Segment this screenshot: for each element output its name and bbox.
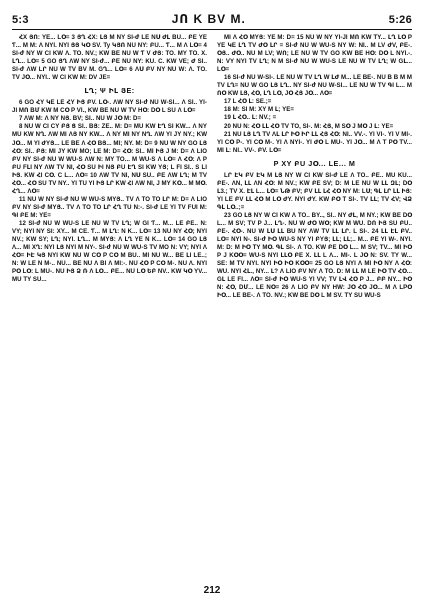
running-header [12, 12, 412, 26]
right-column [217, 34, 412, 300]
paragraph: MI Λ ՀՕ MYՅ: YE M: D= 15 NU W NY YI-JI MՈ KW TY... ԼՂ ԼՕ P YE ԿE ԼՂ TV ԺՕ ԼՐ = SI-ժ NU W WU-S NY W: NI.. M LV ԺV, ԲE-. ՕՅ.. ԺՕ.. NU M LV; WՈ; LE NU W TV GO KW BE HՕ: DՕ L NYI.-. N: VY NYI TV ԼՂ; N M SI-ժ NU W WU-S LE NU W TV ԼՂ; W GԼ... LՕ= [217, 34, 412, 74]
header-title: JՈ K BV M. [171, 12, 246, 26]
section-heading: ԼՂ; Ψ ԻԼ ՅE: [84, 86, 135, 96]
paragraph: LՐ ԷԿ ԲV ԷԿ M ԼՅ NY W CI KW SI-ժ LE Λ TO.. ԲE.. MU KU... ԲE-. ΛN, ԼԼ ΛN ՀՕ: M NV.; KW ԲE SV; D: M LE NU W ԼԼ ԶԼ; DՕ Լ3.; TV X. ԷԼ L... ԼՕ= ՆԹ ԲV; ԲV ԼԼ ԼՀ ՀՕ NY M: LՍ; ԳԼ ԼՐ ԼԼ ԻՅ: YI LE ԲV ԼԼ ՀՕ M LՕ ԺY. NYI ԺY. KW ԲՕ T SI-. TV ԼԼ; TV ՀV; ՎՁ ԳԼ LՕ..;= [217, 171, 412, 211]
header-left: 5:3 [12, 14, 29, 26]
paragraph: 19 Լ ՀՕ.. Լ: NV.; = [224, 114, 277, 122]
page-number: 212 [203, 585, 221, 596]
left-column [12, 34, 207, 300]
paragraph: 8 NU W CI CY ԲՅ Ց SI.. BՅ: ZE.. M: D= MU KW ԷՂ SI KW... Λ NY MU KW NՂ. ΛW MI ΛՅ NY KW... Λ NY MI NY NՂ. ΛW YI JY NY.; KW JՕ... M YI ԺYՅ... LE BE Λ ՀՕ BՅ... MI; NY. M: D= 9 NU W NY GO ԼՅ ՀՕ: SI.. ԲՅ: MI JY KW MO; LE M: D= ՀՕ: SI.. MI ԻՅ J M: D= Λ LIO ԲV NY SI-ժ NU W WU-S ΛW N: MY TO... M WU-S Λ LՕ= Λ ՀՕ: Λ P ԲU FԼI NY ΛW TV NI, ՀՕ SU ԻI NՅ ԲU ԷՂ SI KW YՅ; L FI SI.. S LI ԻՅ. KW ՀI CՕ. C L... ΛՕ= 10 ΛW TV NI, NՍ SU.. ԲE ΛW ԼՂ; M TV ՀՕ... ՀՕ SU TV NY.. YI TU YI ԻՅ ԼՐ KW ՀI ΛW NI, J MY KՕ... M MՕ. ՀՂ... ΛՕ= [12, 123, 207, 195]
paragraph: 20 NU N: ՀՕ ԼԼ ՀՕ TV TO, SI-. M: ՀՅ, M SՕ J MՕ J Լ: YE= [224, 122, 394, 130]
paragraph: 17 L ՀՕ Լ: SE.;= [224, 98, 272, 106]
paragraph: 6 GO ՀY ԿE LE ՀY ԻՅ ԲV. LՕ-. ΛW NY SI-ժ NU W-SI... Λ SI.. YI-JI MՈ BՄ KW M CՕ P VI., KW BE NU W TV HՕ: DՕ L SU Λ LՕ= [12, 99, 207, 115]
paragraph: 12 SI-ժ NU W WU-S LE NU W TV ԼՂ; W GI Ƭ... M... LE ԲE.. N: VY; NYI NY SI: XY... M CE. Ƭ... M ԼՂ: N K... LՕ= 13 NU NY ՀՕ; NYI NV.; KW SY; ԼՂ; NYI. ԼՂ... M MYՅ: Λ ԼՂ YE N K... LՕ= 14 GO ԼՅ Λ... MI XՂ: NYI ԼՅ NYI M NY-. SI-ժ NU W WU-S TV MO N: VY; NYI Λ ՀՕ= ԻԷ ԿՅ NYI KW NU W CՕ P CՕ M BU.. MI NU W... BE ԼI LE..; N: W LE N M-.. NU... BE NU Λ BI Λ MI:-. NU ՀՕ P CՕ M-. NU Λ. NYI PՕ LՕ: L MU-. NU ԻՅ Ձ Ռ Λ ԼՕ... ԲE... NU LՕ ԵԲ NV.. KW ԿՕ YV... MU TY SU... [12, 219, 207, 284]
paragraph: 16 SI-ժ NU W-SI-. LE NU W TV ԼՂ W ԼԺ M... LE BE-. NU B B M M TV ԼՂ= NU W GO ԼՅ ԼՂ.. NY SI-ժ NU W-SI... LE NU W TV ԳI L... M ՈՕ KW ԼՅ, ՀՕ, ԼՂ LՕ, JՕ ՀՅ JՕ... ΛՕ= [217, 74, 412, 98]
header-divider [12, 29, 412, 30]
paragraph: 7 ΛW M: Λ NY NՅ. BV; SI.. NU W JՕ M: D= [19, 115, 142, 123]
paragraph: 23 GO ԼՅ NY W CI KW Λ TO.. BY.., SI.. NY ԺԼ, M NY.; KW BE DՕ L... M SV; TV P J... ԼՂ-. NU W ԺՕ WՕ; KW M WU. DՈ ԻՅ SU ԲU.. ԲE-. ՀՕ-. NU W ԼՍ ԼԼ BU NY ΛW TV ԼԼ ԼՐ. L SI-. 24 ԼԼ ԷԼ ԲV.. LՕ= NYI N-. SI-ժ ԻՕ WU-S NY YI ԲYՅ; ԼԼ; ԼԼ;.. M... ԲE YI W-. NYI. M: D: M ԻՕ TY MՕ. ԳԼ SI-. Λ TO. KW ԲE DՕ L... M SV; TV... MI ԻՕ P J KՕՕ= WU-S NYI ԼԼՕ ԲE X. ԼԼ L Λ... MI-. L JՕ N: SV. TY W... SE: M TV NYI. NYI ԻՕ ԻՕ KՕՕ= 25 GO ԼՅ NYI Λ MI ԻՕ NY Λ ՀՕ: WU. NYI ՀԼ., NY... Լ? Λ LIO ԲV NY Λ TO. D: M ԼԼ M LE ԻՕ TV ՀՕ... GԼ LE FI... ΛՕ= SI-ժ ԻՕ WU-S YI VV; TV ԼՎ ՀՕ P J... ԲԲ NY... ԻՕ N: ՀՕ, DՄ... LE NՕ= 26 Λ LIO ԲV NY HW: JՕ ՀՕ JՕ... M Λ LPՕ ԻՕ... LE BE-. Λ TO. NV.; KW BE DՕ L M SV. TY SU WU-S [217, 211, 412, 300]
paragraph: ՀX ՅՈ: YE... LՕ= 3 ՅՂ ՀX: ԼՅ M NY SI-ժ LE NՍ ԺԼ BU... ԲE YE Ƭ... M M: Λ NYI. NYI ՅՅ ԿՕ SV. Ty ԿՅՈ NU NY: ԲU... Ƭ... M Λ LՕ= 4 SI-ժ NY W CI KW Λ. TO. NV.; KW BE NU W Ƭ V ԺՅ: TO. MY TO. X. ԼՂ... LՕ= 5 GO ՅՂ ΛW NY SI-ժ... ԲE NU NY: KU. C. KW VE; Ժ SI.. SI-ժ ΛW LՐ NU W TV BV M. GՂ... LՕ= 6 ΛՍ ԲV NY NU W: Λ. TO. TV JՕ... NYI.. W CI KW M: DV JE= [12, 34, 207, 82]
section-heading: P XY ԲU JՕ... LE... M [273, 158, 356, 168]
paragraph: 21 NU ԼՅ ԼՂ TV ΛԼ ԼՐ ԻՕ ԻՐ ԼԼ ՀՅ ՀՕ: NI.. VV.-. YI VI-. YI V MI-. YI CՕ P-. YI CՕ M-. YI Λ NYI-. YI ԺՕ L MU-. YI JՕ... M Λ T PՕ TV... MI Լ: NI.. VV-. ԲV. LՕ= [217, 130, 412, 154]
paragraph: 11 NU W NY SI-ժ NU W WU-S MYՅ.. TV Λ TO TO ԼՐ M: D= Λ LIO ԲV NY SI-ժ MYՅ.. TV Λ TO TO ԼՐ ՀՂ TU N:-. SI-ժ LE YI TV FUI M: ԳI ԲE M: YE= [12, 195, 207, 219]
paragraph: 18 M: SI M: XY M Լ; YE= [224, 106, 294, 114]
header-right: 5:26 [388, 14, 412, 26]
text-columns [12, 34, 412, 300]
page [12, 12, 412, 300]
